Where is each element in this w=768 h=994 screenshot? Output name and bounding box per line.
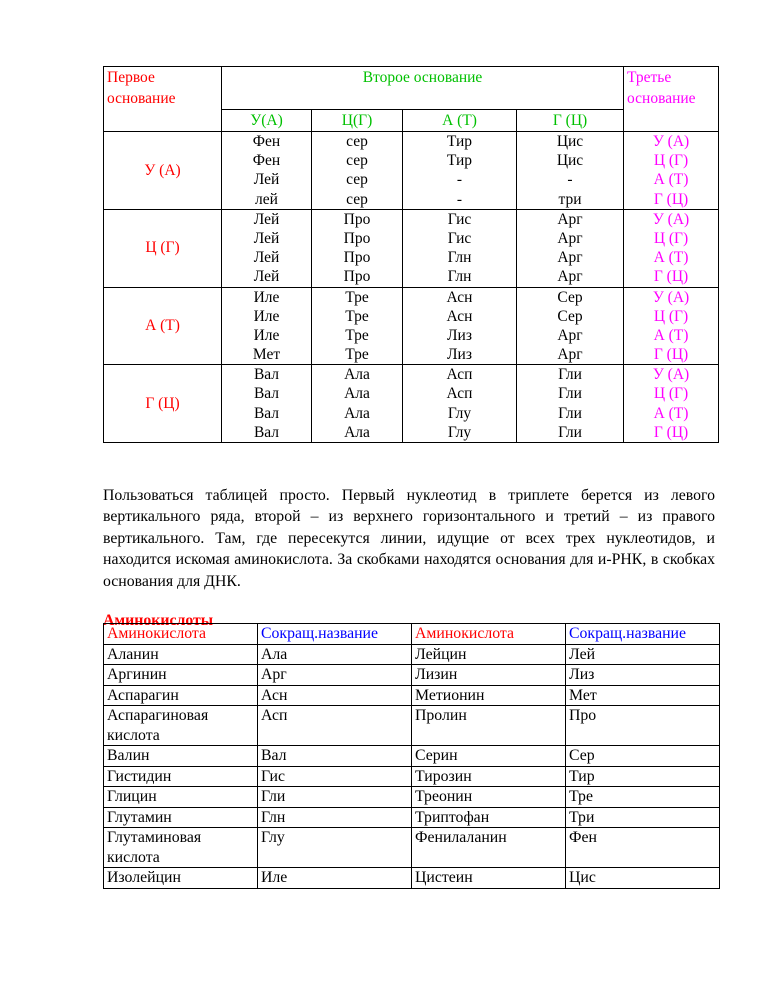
table-row	[104, 665, 720, 686]
amino-abbr: Ала	[344, 423, 370, 441]
amino-abbr: Гис	[447, 229, 472, 247]
amino-abbr: Асп	[446, 385, 473, 403]
amino-abbr: Арг	[557, 229, 583, 247]
amino-abbr: Гли	[558, 404, 582, 422]
instruction-paragraph: Пользоваться таблицей просто. Первый нуклеотид в триплете берется из левого вертикального ряда, второй – из верхнего горизонтального и третий – из правого вертикального. Там, где пересекутся линии, идущие от всех трех нуклеотидов, и находится искомая аминокислота. За скобками находятся основания для и-РНК, в скобках основания для ДНК.	[103, 486, 715, 590]
second-base-column-header: Ц(Г)	[312, 110, 403, 132]
third-base: У (А)	[652, 133, 690, 150]
amino-abbr: Асп	[446, 366, 473, 384]
table-row	[104, 685, 720, 706]
codon-column-cell	[222, 287, 312, 365]
amino-abbr: Гли	[558, 385, 582, 403]
amino-abbr: Гис	[258, 766, 412, 787]
third-base: Г (Ц)	[653, 268, 689, 286]
third-base: Ц (Г)	[653, 152, 689, 170]
first-base-cell: Ц (Г)	[104, 209, 222, 287]
amino-abbr: Лей	[253, 210, 280, 228]
third-base: Г (Ц)	[653, 190, 689, 208]
amino-name: Тирозин	[412, 766, 566, 787]
amino-abbr: Цис	[556, 152, 584, 170]
amino-abbr: Про	[343, 268, 371, 286]
amino-name: Лейцин	[412, 644, 566, 665]
amino-abbr: Ала	[344, 366, 370, 384]
amino-abbr: сер	[346, 190, 368, 208]
codon-column-cell	[312, 132, 403, 210]
codon-column-cell	[222, 209, 312, 287]
first-base-header: Первое основание	[104, 67, 222, 132]
amino-abbr: Вал	[253, 404, 280, 422]
amino-abbr: лей	[255, 190, 278, 208]
amino-name: Изолейцин	[104, 868, 258, 889]
amino-abbr: Тре	[345, 326, 369, 344]
amino-abbr: Арг	[557, 249, 583, 267]
amino-abbr: Сер	[557, 307, 583, 325]
amino-abbr: Сер	[557, 288, 583, 306]
amino-name: Гистидин	[104, 766, 258, 787]
third-base-header: Третье основание	[624, 67, 719, 132]
amino-abbr: Глу	[447, 404, 472, 422]
codon-group-row	[104, 132, 719, 210]
amino-abbr: Цис	[556, 133, 584, 150]
amino-abbr: Асн	[446, 288, 473, 306]
codon-group-row	[104, 287, 719, 365]
third-base: Ц (Г)	[653, 307, 689, 325]
amino-abbr: Глн	[258, 807, 412, 828]
amino-abbr: Тре	[345, 307, 369, 325]
column-header: Сокращ.название	[258, 624, 412, 645]
amino-abbr: Асн	[446, 307, 473, 325]
column-header: Сокращ.название	[566, 624, 720, 645]
amino-name: Пролин	[412, 706, 566, 746]
amino-abbr: Тир	[446, 152, 473, 170]
third-base: У (А)	[652, 210, 690, 228]
amino-abbr: сер	[346, 171, 368, 189]
amino-abbr: Ала	[344, 404, 370, 422]
table-row	[104, 807, 720, 828]
amino-abbr: Лей	[253, 229, 280, 247]
amino-abbr: Лиз	[447, 326, 472, 344]
amino-abbr: Фен	[566, 828, 720, 868]
codon-column-cell	[403, 365, 517, 443]
amino-abbr: Фен	[252, 133, 281, 150]
amino-abbr: Тир	[446, 133, 473, 150]
amino-abbr: Про	[343, 249, 371, 267]
codon-group-row	[104, 209, 719, 287]
third-base: А (Т)	[653, 326, 689, 344]
amino-abbr: Про	[343, 229, 371, 247]
first-base-cell: А (Т)	[104, 287, 222, 365]
codon-column-cell	[312, 365, 403, 443]
amino-name: Лизин	[412, 665, 566, 686]
amino-name: Фенилаланин	[412, 828, 566, 868]
second-base-header: Второе основание	[222, 67, 624, 110]
third-base-cell	[624, 132, 719, 210]
amino-abbr: Лей	[253, 268, 280, 286]
amino-abbr: Мет	[252, 346, 281, 364]
third-base: Г (Ц)	[653, 346, 689, 364]
amino-abbr: -	[567, 171, 573, 189]
amino-abbr: Лей	[253, 171, 280, 189]
amino-abbr: Лей	[253, 249, 280, 267]
amino-abbr: Арг	[557, 346, 583, 364]
amino-abbr: Мет	[566, 685, 720, 706]
third-base: Г (Ц)	[653, 423, 689, 441]
amino-abbr: Глу	[258, 828, 412, 868]
amino-abbr: Иле	[253, 307, 280, 325]
table-row	[104, 706, 720, 746]
amino-abbr: Арг	[557, 210, 583, 228]
codon-column-cell	[222, 365, 312, 443]
amino-abbr: Гли	[558, 423, 582, 441]
amino-abbr: Тре	[345, 346, 369, 364]
third-base: Ц (Г)	[653, 229, 689, 247]
amino-abbr: сер	[346, 133, 368, 150]
amino-abbr: Тир	[566, 766, 720, 787]
first-base-cell: Г (Ц)	[104, 365, 222, 443]
amino-abbr: -	[456, 190, 463, 208]
codon-column-cell	[517, 287, 624, 365]
codon-column-cell	[517, 209, 624, 287]
codon-column-cell	[403, 287, 517, 365]
third-base: У (А)	[652, 288, 690, 306]
codon-group-row	[104, 365, 719, 443]
amino-abbr: Вал	[253, 423, 280, 441]
amino-abbr: Про	[566, 706, 720, 746]
amino-abbr: Тре	[345, 288, 369, 306]
amino-abbr: Глн	[447, 268, 472, 286]
amino-abbr: Гли	[558, 366, 582, 384]
table-row	[104, 868, 720, 889]
amino-abbr: Ала	[258, 644, 412, 665]
amino-name: Глутаминовая кислота	[104, 828, 258, 868]
amino-abbr: сер	[346, 152, 368, 170]
third-base: Ц (Г)	[653, 385, 689, 403]
amino-abbr: Иле	[253, 288, 280, 306]
table-row	[104, 787, 720, 808]
amino-abbr: Тре	[566, 787, 720, 808]
third-base: А (Т)	[653, 171, 689, 189]
amino-name: Аспарагиновая кислота	[104, 706, 258, 746]
amino-abbr: Лиз	[447, 346, 472, 364]
third-base: У (А)	[652, 366, 690, 384]
amino-abbr: Асн	[258, 685, 412, 706]
amino-abbr: три	[558, 190, 582, 208]
amino-abbr: Арг	[557, 268, 583, 286]
codon-column-cell	[403, 132, 517, 210]
amino-name: Аспарагин	[104, 685, 258, 706]
genetic-code-table	[103, 66, 719, 443]
second-base-column-header: У(А)	[222, 110, 312, 132]
amino-name: Валин	[104, 746, 258, 767]
table-row	[104, 644, 720, 665]
second-base-column-header: Г (Ц)	[517, 110, 624, 132]
amino-abbr: Гли	[258, 787, 412, 808]
amino-abbr: Лиз	[566, 665, 720, 686]
amino-name: Триптофан	[412, 807, 566, 828]
third-base-cell	[624, 287, 719, 365]
codon-column-cell	[312, 209, 403, 287]
amino-abbr: Арг	[258, 665, 412, 686]
table-row	[104, 766, 720, 787]
amino-abbr: Ала	[344, 385, 370, 403]
amino-acid-table	[103, 623, 720, 889]
amino-name: Серин	[412, 746, 566, 767]
codon-column-cell	[312, 287, 403, 365]
amino-abbr: Сер	[566, 746, 720, 767]
first-base-cell: У (А)	[104, 132, 222, 210]
amino-name: Цистеин	[412, 868, 566, 889]
amino-abbr: Вал	[258, 746, 412, 767]
column-header: Аминокислота	[412, 624, 566, 645]
amino-abbr: Арг	[557, 326, 583, 344]
amino-name: Аргинин	[104, 665, 258, 686]
column-header: Аминокислота	[104, 624, 258, 645]
amino-abbr: Гис	[447, 210, 472, 228]
table-header-row	[104, 624, 720, 645]
amino-abbr: Асп	[258, 706, 412, 746]
amino-name: Аланин	[104, 644, 258, 665]
amino-abbr: Лей	[566, 644, 720, 665]
amino-section-title: Аминокислоты	[103, 612, 214, 629]
codon-column-cell	[222, 132, 312, 210]
amino-abbr: Цис	[566, 868, 720, 889]
codon-column-cell	[517, 365, 624, 443]
third-base-cell	[624, 209, 719, 287]
amino-abbr: Фен	[252, 152, 281, 170]
amino-abbr: Иле	[253, 326, 280, 344]
amino-abbr: Глу	[447, 423, 472, 441]
table-row	[104, 746, 720, 767]
amino-abbr: -	[456, 171, 463, 189]
third-base-cell	[624, 365, 719, 443]
amino-abbr: Три	[566, 807, 720, 828]
amino-abbr: Иле	[258, 868, 412, 889]
codon-column-cell	[403, 209, 517, 287]
amino-abbr: Вал	[253, 385, 280, 403]
codon-column-cell	[517, 132, 624, 210]
amino-abbr: Глн	[447, 249, 472, 267]
third-base: А (Т)	[653, 249, 689, 267]
second-base-column-header: А (Т)	[403, 110, 517, 132]
amino-abbr: Вал	[253, 366, 280, 384]
amino-abbr: Про	[343, 210, 371, 228]
amino-name: Глицин	[104, 787, 258, 808]
table-row	[104, 828, 720, 868]
amino-name: Треонин	[412, 787, 566, 808]
amino-name: Глутамин	[104, 807, 258, 828]
third-base: А (Т)	[653, 404, 689, 422]
amino-name: Метионин	[412, 685, 566, 706]
